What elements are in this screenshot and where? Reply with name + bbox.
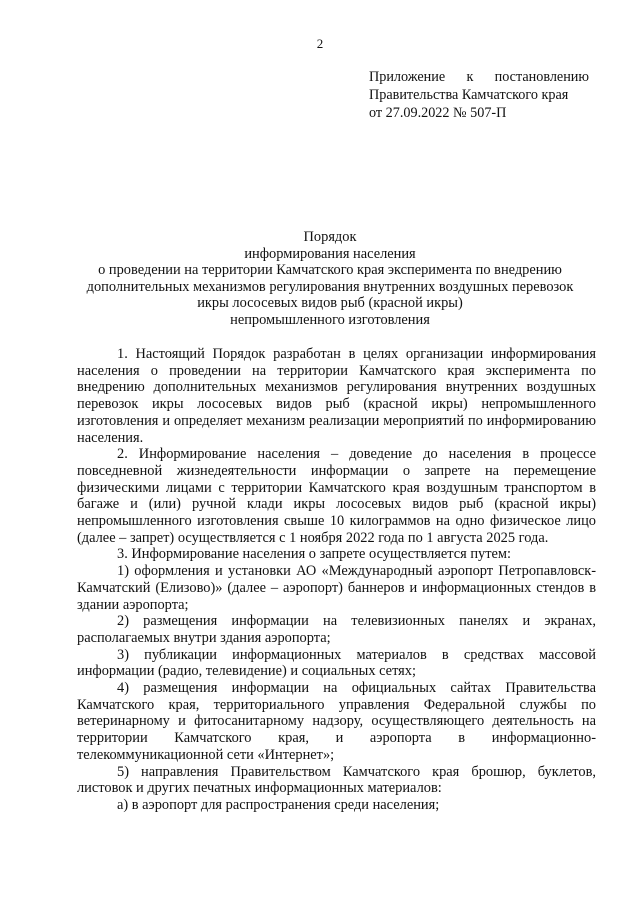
title-line: информирования населения [244,245,416,262]
paragraph-1: 1. Настоящий Порядок разработан в целях организации информирования населения о проведении на территории Камчатского края эксперимента по внедрению дополнительных механизмов регулирования внутренних воздушных перевозок икры лососевых видов рыб (красной икры) непромышленного изготовления и определяет механизм реализации мероприятий по информированию населения. [77,346,596,446]
appendix-line-1: Приложение к постановлению [369,69,589,85]
appendix-line-3: от 27.09.2022 № 507-П [369,105,507,121]
paragraph-3: 3. Информирование населения о запрете осуществляется путем: [117,546,512,563]
title-line: непромышленного изготовления [230,311,430,328]
appendix-line-2: Правительства Камчатского края [369,87,569,103]
title-line: икры лососевых видов рыб (красной икры) [197,295,463,311]
document-body [77,346,596,814]
title-line: Порядок [303,229,357,245]
list-item-3: 3) публикации информационных материалов в средствах массовой информации (радио, телевидение) и социальных сетях; [77,646,596,680]
list-item-1: 1) оформления и установки АО «Международный аэропорт Петропавловск-Камчатский (Елизово)» (далее – аэропорт) баннеров и информационных стендов в здании аэропорта; [77,563,596,613]
document-title [60,229,600,328]
list-item-2: 2) размещения информации на телевизионных панелях и экранах, располагаемых внутри здания аэропорта; [77,613,596,646]
appendix-header [369,68,589,122]
title-line: о проведении на территории Камчатского края эксперимента по внедрению [98,262,562,278]
title-line: дополнительных механизмов регулирования внутренних воздушных перевозок [86,278,574,295]
sub-item-a: а) в аэропорт для распространения среди населения; [117,796,440,813]
list-item-4: 4) размещения информации на официальных сайтах Правительства Камчатского края, территориального управления Федеральной службы по ветеринарному и фитосанитарному надзору, осуществляющего деятельность на территории Камчатского края, и аэропорта в информационно-телекоммуникационной сети «Интернет»; [77,680,596,763]
list-item-5: 5) направления Правительством Камчатского края брошюр, буклетов, листовок и других печатных информационных материалов: [77,763,596,797]
paragraph-2: 2. Информирование населения – доведение до населения в процессе повседневной жизнедеятельности информации о запрете на перемещение физическими лицами с территории Камчатского края воздушным транспортом в багаже и (или) ручной клади икры лососевых видов рыб (красной икры) непромышленного изготовления свыше 10 килограммов на одно физическое лицо (далее – запрет) осуществляется с 1 ноября 2022 года по 1 августа 2025 года. [77,446,596,546]
page-number: 2 [316,36,324,51]
